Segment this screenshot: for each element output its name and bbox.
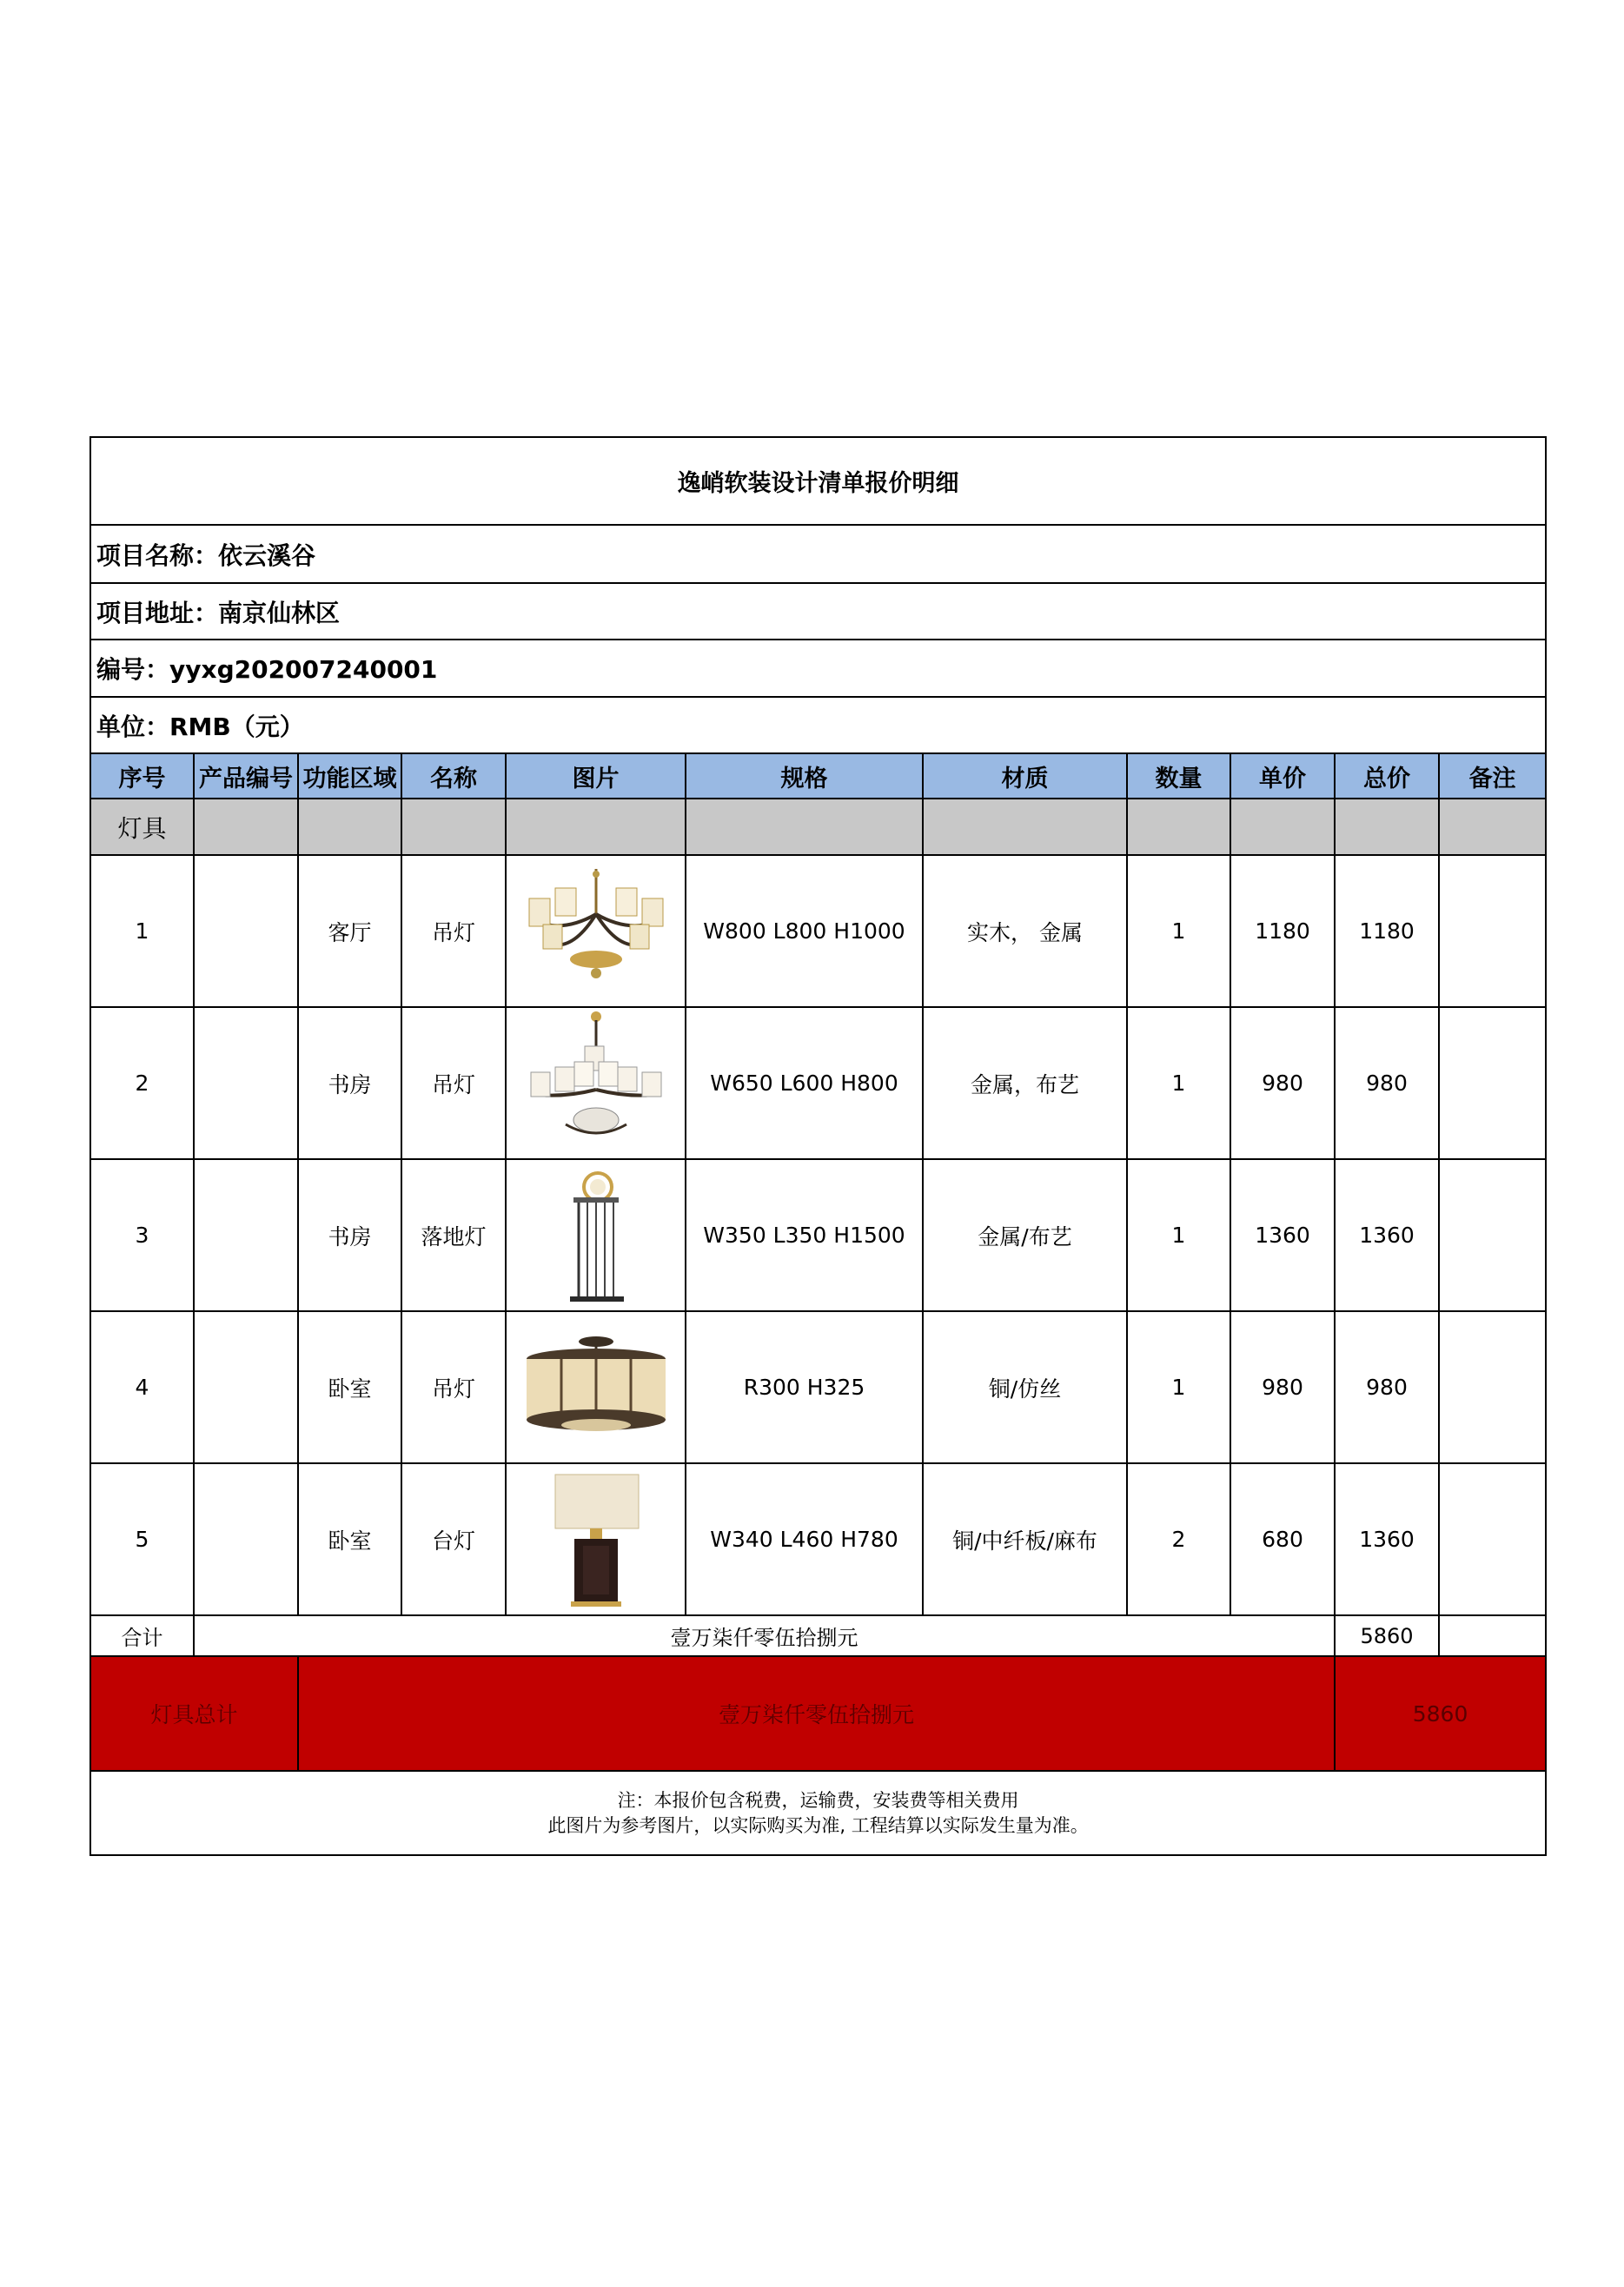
row-material: 实木， 金属 <box>923 855 1127 1007</box>
row-product-code <box>194 1159 298 1311</box>
header-qty: 数量 <box>1127 753 1230 799</box>
row-unit-price: 980 <box>1230 1311 1335 1463</box>
chandelier-image <box>514 862 679 1001</box>
floor-lamp-image <box>544 1166 648 1305</box>
row-remark <box>1439 1159 1546 1311</box>
project-address: 项目地址：南京仙林区 <box>90 583 1546 640</box>
project-address-row <box>90 583 1546 640</box>
row-material: 铜/中纤板/麻布 <box>923 1463 1127 1615</box>
grand-total-label: 灯具总计 <box>90 1656 298 1771</box>
subtotal-label: 合计 <box>90 1615 194 1656</box>
row-area: 卧室 <box>298 1463 401 1615</box>
table-row <box>90 1463 1546 1615</box>
row-name: 吊灯 <box>401 855 506 1007</box>
row-qty: 1 <box>1127 1159 1230 1311</box>
row-spec: W340 L460 H780 <box>686 1463 923 1615</box>
serial-number-row <box>90 640 1546 697</box>
table-row <box>90 1007 1546 1159</box>
header-name: 名称 <box>401 753 506 799</box>
row-qty: 1 <box>1127 855 1230 1007</box>
column-header-row <box>90 753 1546 799</box>
row-no: 5 <box>90 1463 194 1615</box>
row-area: 卧室 <box>298 1311 401 1463</box>
row-name: 台灯 <box>401 1463 506 1615</box>
header-spec: 规格 <box>686 753 923 799</box>
row-image <box>506 1311 686 1463</box>
row-no: 4 <box>90 1311 194 1463</box>
row-remark <box>1439 1463 1546 1615</box>
row-spec: W350 L350 H1500 <box>686 1159 923 1311</box>
row-area: 客厅 <box>298 855 401 1007</box>
category-row <box>90 799 1546 855</box>
row-remark <box>1439 1311 1546 1463</box>
unit-row <box>90 697 1546 753</box>
row-image <box>506 1007 686 1159</box>
subtotal-amount-text: 壹万柒仟零伍拾捌元 <box>194 1615 1335 1656</box>
row-material: 铜/仿丝 <box>923 1311 1127 1463</box>
header-total: 总价 <box>1335 753 1439 799</box>
note-line: 此图片为参考图片，以实际购买为准, 工程结算以实际发生量为准。 <box>547 1814 1089 1836</box>
row-spec: R300 H325 <box>686 1311 923 1463</box>
row-image <box>506 1463 686 1615</box>
document-title: 逸峭软装设计清单报价明细 <box>90 437 1546 525</box>
title-row <box>90 437 1546 525</box>
row-qty: 2 <box>1127 1463 1230 1615</box>
row-area: 书房 <box>298 1007 401 1159</box>
row-remark <box>1439 855 1546 1007</box>
row-remark <box>1439 1007 1546 1159</box>
row-qty: 1 <box>1127 1007 1230 1159</box>
row-unit-price: 1360 <box>1230 1159 1335 1311</box>
row-total: 980 <box>1335 1311 1439 1463</box>
row-no: 2 <box>90 1007 194 1159</box>
row-product-code <box>194 1463 298 1615</box>
row-unit-price: 680 <box>1230 1463 1335 1615</box>
quotation-table <box>89 436 1547 1856</box>
row-qty: 1 <box>1127 1311 1230 1463</box>
tiered-chandelier-image <box>514 1011 679 1155</box>
row-total: 1180 <box>1335 855 1439 1007</box>
row-name: 落地灯 <box>401 1159 506 1311</box>
header-no: 序号 <box>90 753 194 799</box>
header-area: 功能区域 <box>298 753 401 799</box>
row-area: 书房 <box>298 1159 401 1311</box>
table-row <box>90 855 1546 1007</box>
note-line: 注：本报价包含税费，运输费，安装费等相关费用 <box>617 1790 1019 1812</box>
notes <box>90 1771 1546 1855</box>
header-remark: 备注 <box>1439 753 1546 799</box>
row-product-code <box>194 1007 298 1159</box>
row-spec: W650 L600 H800 <box>686 1007 923 1159</box>
row-image <box>506 1159 686 1311</box>
table-row <box>90 1311 1546 1463</box>
grand-total-row <box>90 1656 1546 1771</box>
row-unit-price: 980 <box>1230 1007 1335 1159</box>
grand-total-amount: 5860 <box>1335 1656 1546 1771</box>
row-no: 1 <box>90 855 194 1007</box>
subtotal-row <box>90 1615 1546 1656</box>
project-name: 项目名称：依云溪谷 <box>90 525 1546 583</box>
row-no: 3 <box>90 1159 194 1311</box>
row-name: 吊灯 <box>401 1007 506 1159</box>
row-total: 980 <box>1335 1007 1439 1159</box>
table-lamp-image <box>540 1468 653 1611</box>
row-material: 金属/布艺 <box>923 1159 1127 1311</box>
row-product-code <box>194 1311 298 1463</box>
row-unit-price: 1180 <box>1230 855 1335 1007</box>
table-row <box>90 1159 1546 1311</box>
serial-number: 编号：yyxg202007240001 <box>90 640 1546 697</box>
row-material: 金属，布艺 <box>923 1007 1127 1159</box>
row-image <box>506 855 686 1007</box>
row-name: 吊灯 <box>401 1311 506 1463</box>
subtotal-amount: 5860 <box>1335 1615 1439 1656</box>
currency-unit: 单位：RMB（元） <box>90 697 1546 753</box>
header-product-code: 产品编号 <box>194 753 298 799</box>
project-name-row <box>90 525 1546 583</box>
header-unit-price: 单价 <box>1230 753 1335 799</box>
notes-row <box>90 1771 1546 1855</box>
header-image: 图片 <box>506 753 686 799</box>
header-material: 材质 <box>923 753 1127 799</box>
drum-ceiling-lamp-image <box>514 1322 679 1453</box>
row-product-code <box>194 855 298 1007</box>
row-total: 1360 <box>1335 1159 1439 1311</box>
grand-total-amount-text: 壹万柒仟零伍拾捌元 <box>298 1656 1335 1771</box>
category-label: 灯具 <box>90 799 194 855</box>
row-total: 1360 <box>1335 1463 1439 1615</box>
row-spec: W800 L800 H1000 <box>686 855 923 1007</box>
